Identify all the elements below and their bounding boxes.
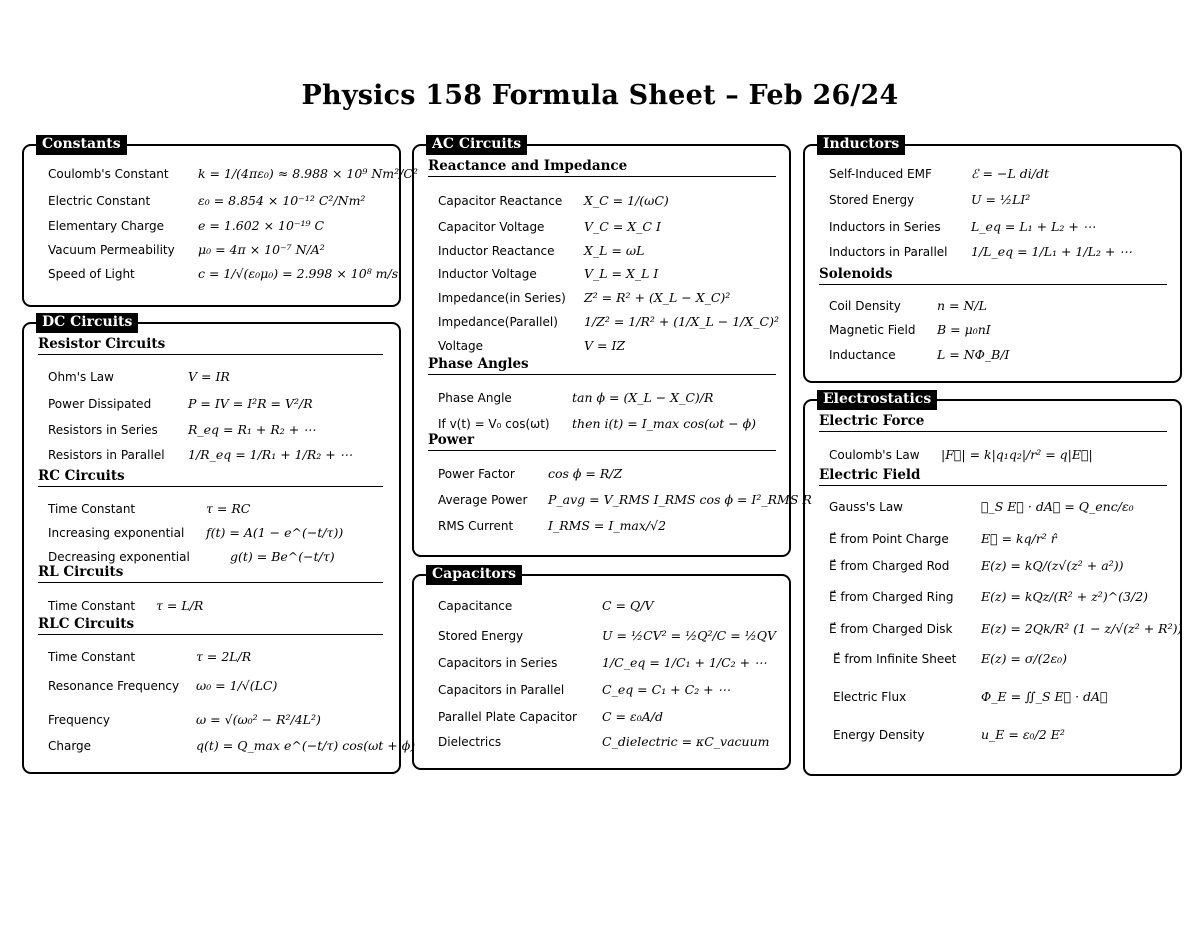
section-title: Electric Field [819,467,1167,486]
inductors-heading: Inductors [817,135,905,155]
section-title: RLC Circuits [38,616,383,635]
page-title: Physics 158 Formula Sheet – Feb 26/24 [301,80,899,111]
capacitors-heading: Capacitors [426,565,522,585]
section-title: Phase Angles [428,356,776,375]
constants-heading: Constants [36,135,127,155]
dc-circuits-box: DC Circuits Resistor Circuits Ohm's Law V = IR Power Dissipated P = IV = I²R = V²/R Resistors in Series R_eq = R₁ + R₂ + ⋯ Resistors in Parallel 1/R_eq = 1/R₁ + 1/R₂ + ⋯ RC Circuits Time Constant τ = RC Increasing exponential f(t) = A(1 − e^(−t/τ)) Decreasing exponential g(t) = Be^(−t/τ) RL Circuits Time Constant τ = L/R RLC Circuits Time Constant τ = 2L/R Resonance Frequency ω₀ = 1/√(LC) Frequency ω = √(ω₀² − R²/4L²) Charge q(t) = Q_max e^(−t/τ) cos(ωt + ϕ) [22,322,401,774]
section-title: RL Circuits [38,564,383,583]
section-title: Resistor Circuits [38,336,383,355]
dc-circuits-heading: DC Circuits [36,313,138,333]
section-title: Reactance and Impedance [428,158,776,177]
electrostatics-heading: Electrostatics [817,390,937,410]
constants-box: Constants Coulomb's Constant k = 1/(4πε₀) ≈ 8.988 × 10⁹ Nm²/C² Electric Constant ε₀ = 8.854 × 10⁻¹² C²/Nm² Elementary Charge e = 1.602 × 10⁻¹⁹ C Vacuum Permeability μ₀ = 4π × 10⁻⁷ N/A² Speed of Light c = 1/√(ε₀μ₀) = 2.998 × 10⁸ m/s [22,144,401,307]
section-title: Solenoids [819,266,1167,285]
ac-circuits-box: AC Circuits Reactance and Impedance Capacitor Reactance X_C = 1/(ωC) Capacitor Voltage V_C = X_C I Inductor Reactance X_L = ωL Inductor Voltage V_L = X_L I Impedance(in Series) Z² = R² + (X_L − X_C)² Impedance(Parallel) 1/Z² = 1/R² + (1/X_L − 1/X_C)² Voltage V = IZ Phase Angles Phase Angle tan ϕ = (X_L − X_C)/R If v(t) = V₀ cos(ωt) then i(t) = I_max cos(ωt − ϕ) Power Power Factor cos ϕ = R/Z Average Power P_avg = V_RMS I_RMS cos ϕ = I²_RMS R RMS Current I_RMS = I_max/√2 [412,144,791,557]
section-title: Electric Force [819,413,1167,432]
section-title: RC Circuits [38,468,383,487]
ac-circuits-heading: AC Circuits [426,135,527,155]
capacitors-box: Capacitors Capacitance C = Q/V Stored Energy U = ½CV² = ½Q²/C = ½QV Capacitors in Series 1/C_eq = 1/C₁ + 1/C₂ + ⋯ Capacitors in Parallel C_eq = C₁ + C₂ + ⋯ Parallel Plate Capacitor C = ε₀A/d Dielectrics C_dielectric = κC_vacuum [412,574,791,770]
inductors-box: Inductors Self-Induced EMF ℰ = −L di/dt Stored Energy U = ½LI² Inductors in Series L_eq = L₁ + L₂ + ⋯ Inductors in Parallel 1/L_eq = 1/L₁ + 1/L₂ + ⋯ Solenoids Coil Density n = N/L Magnetic Field B = μ₀nI Inductance L = NΦ_B/I [803,144,1182,383]
section-title: Power [428,432,776,451]
electrostatics-box: Electrostatics Electric Force Coulomb's Law |F⃗| = k|q₁q₂|/r² = q|E⃗| Electric Field Gauss's Law ∯_S E⃗ · dA⃗ = Q_enc/ε₀ E⃗ from Point Charge E⃗ = kq/r² r̂ E⃗ from Charged Rod E(z) = kQ/(z√(z² + a²)) E⃗ from Charged Ring E(z) = kQz/(R² + z²)^(3/2) E⃗ from Charged Disk E(z) = 2Qk/R² (1 − z/√(z² + R²)) E⃗ from Infinite Sheet E(z) = σ/(2ε₀) Electric Flux Φ_E = ∬_S E⃗ · dA⃗ Energy Density u_E = ε₀/2 E² [803,399,1182,776]
